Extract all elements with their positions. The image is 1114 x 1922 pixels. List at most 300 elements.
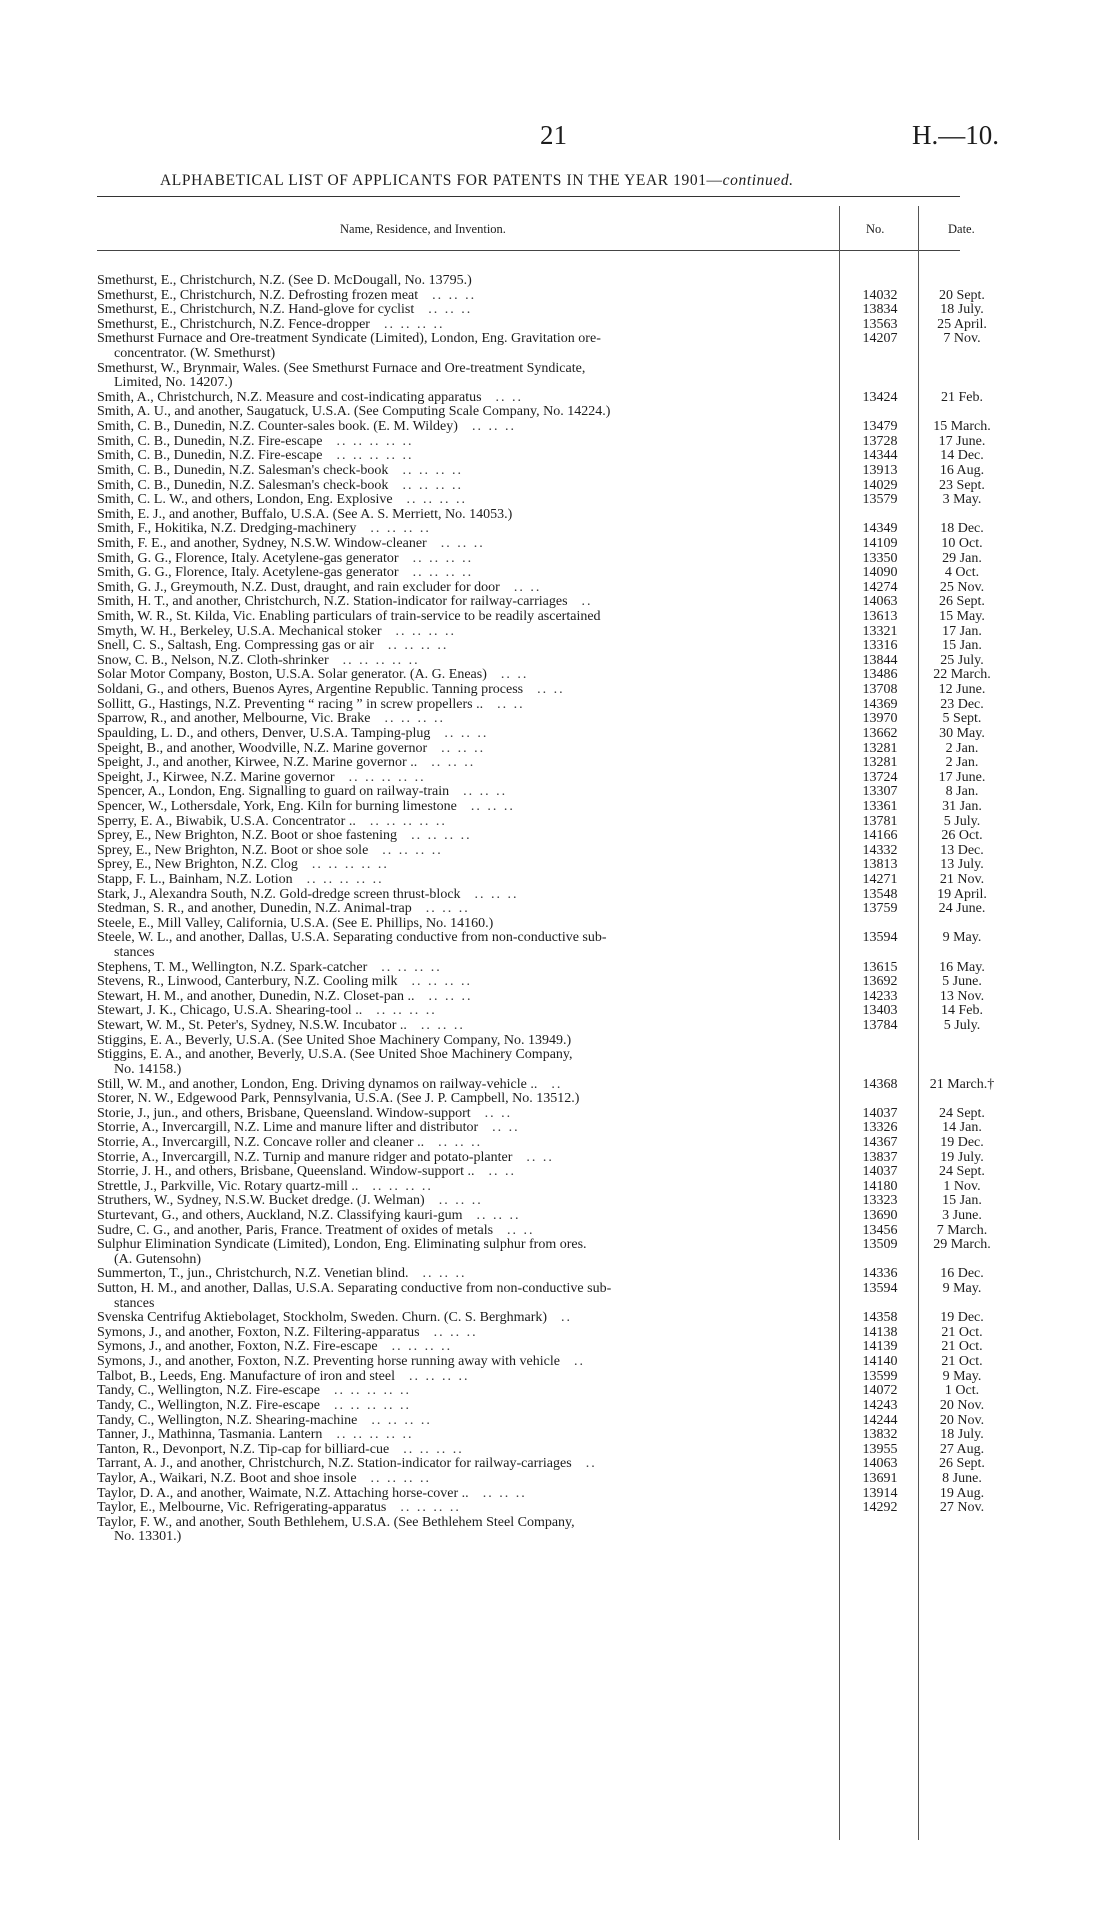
list-item [0,785,1114,800]
entry-text [97,1487,839,1502]
entry-description: Sprey, E., New Brighton, N.Z. Boot or shoe sole [97,843,369,858]
list-item [0,771,1114,786]
entry-text [97,435,839,450]
entry-text [97,712,839,727]
application-date: 10 Oct. [941,535,983,551]
list-item [0,391,1114,406]
application-date: 16 May. [939,959,985,975]
entry-description: Sollitt, G., Hastings, N.Z. Preventing “ racing ” in screw propellers .. [97,697,484,712]
entry-description: stances [114,946,155,961]
application-date: 27 Nov. [939,1500,985,1516]
entry-text [97,537,839,552]
entry-description: concentrator. (W. Smethurst) [114,347,276,362]
entry-text [97,771,839,786]
list-item [0,376,1114,391]
application-date: 5 July. [943,1018,981,1034]
patent-number: 13844 [862,652,898,668]
entry-description: Sprey, E., New Brighton, N.Z. Clog [97,858,298,873]
entry-description: Stiggins, E. A., and another, Beverly, U.S.A. (See United Shoe Machinery Company, [97,1048,573,1063]
patent-number: 14138 [862,1324,898,1340]
patent-number: 14180 [862,1178,898,1194]
page-title [160,172,794,190]
entry-description: Sprey, E., New Brighton, N.Z. Boot or shoe fastening [97,829,398,844]
application-date: 9 May. [942,1368,982,1384]
entry-text [97,1472,839,1487]
application-date: 14 Jan. [942,1120,982,1136]
patent-number: 13323 [862,1193,898,1209]
list-item [0,1487,1114,1502]
dot-leaders: .. .. .. .. .. [311,858,389,873]
list-item [0,274,1114,289]
list-item [0,990,1114,1005]
dot-leaders: .. .. .. .. [411,829,472,844]
entry-description: Stevens, R., Linwood, Canterbury, N.Z. Cooling milk [97,975,398,990]
patent-number: 13479 [862,419,898,435]
entry-description: Smethurst, E., Christchurch, N.Z. Defrosting frozen meat [97,288,419,303]
entry-description: Symons, J., and another, Foxton, N.Z. Preventing horse running away with vehicle [97,1355,560,1370]
entry-description: Spencer, A., London, Eng. Signalling to guard on railway-train [97,785,450,800]
application-date: 1 Nov. [943,1178,981,1194]
application-date: 20 Nov. [939,1397,985,1413]
list-item [0,800,1114,815]
entry-text [97,917,839,932]
list-item [0,1311,1114,1326]
entry-description: Sparrow, R., and another, Melbourne, Vic. Brake [97,712,371,727]
application-date: 15 May. [939,609,985,625]
list-item [0,1224,1114,1239]
entry-text [114,1253,856,1268]
application-date: 13 Dec. [940,842,984,858]
dot-leaders: .. .. .. .. [403,1442,464,1457]
application-date: 25 April. [937,316,987,332]
application-date: 27 Aug. [939,1441,985,1457]
list-item [0,1063,1114,1078]
list-item [0,1238,1114,1253]
patent-number: 13326 [862,1120,898,1136]
list-item [0,595,1114,610]
entry-description: Taylor, E., Melbourne, Vic. Refrigerating-apparatus [97,1501,387,1516]
entry-text [97,1194,839,1209]
list-item [0,464,1114,479]
patent-number: 14029 [862,477,898,493]
application-date: 18 July. [940,1427,984,1443]
list-item [0,931,1114,946]
application-date: 24 Sept. [939,1164,985,1180]
dot-leaders: .. .. [500,668,529,683]
dot-leaders: .. .. .. .. [384,712,445,727]
list-item [0,1253,1114,1268]
entry-description: Spencer, W., Lothersdale, York, Eng. Kiln for burning limestone [97,799,457,814]
entry-description: Stewart, J. K., Chicago, U.S.A. Shearing-tool .. [97,1004,363,1019]
application-date: 23 Dec. [940,696,984,712]
application-date: 24 June. [938,901,986,917]
entry-description: Storrie, A., Invercargill, N.Z. Turnip and manure ridger and potato-planter [97,1150,513,1165]
list-item [0,1472,1114,1487]
application-date: 19 Dec. [940,1134,984,1150]
application-date: 16 Aug. [939,462,985,478]
dot-leaders: .. [573,1355,585,1370]
list-item [0,1048,1114,1063]
application-date: 21 March.† [929,1076,995,1092]
application-date: 30 May. [939,725,985,741]
application-date: 23 Sept. [939,477,985,493]
application-date: 8 Jan. [945,784,979,800]
dot-leaders: .. .. .. .. .. [336,434,414,449]
list-item [0,537,1114,552]
entry-text [97,654,839,669]
application-date: 14 Feb. [941,1003,983,1019]
entry-text [97,800,839,815]
list-item [0,303,1114,318]
dot-leaders: .. .. .. .. [370,1471,432,1486]
application-date: 29 Jan. [942,550,982,566]
entry-text [97,1121,839,1136]
entry-description: No. 14158.) [114,1062,182,1077]
patent-number: 13724 [862,769,898,785]
application-date: 9 May. [942,1281,982,1297]
patent-number: 14037 [862,1164,898,1180]
entry-description: Smith, C. B., Dunedin, N.Z. Salesman's check-book [97,478,389,493]
list-item [0,1530,1114,1545]
patent-number: 13691 [862,1470,898,1486]
patent-number: 13690 [862,1208,898,1223]
entry-text [97,1355,839,1370]
entry-description: Snow, C. B., Nelson, N.Z. Cloth-shrinker [97,653,329,668]
dot-leaders: .. .. .. .. [406,493,468,508]
dot-leaders: .. .. .. [438,1135,483,1150]
dot-leaders: .. .. .. .. [383,317,445,332]
column-header-name: Name, Residence, and Invention. [340,222,506,236]
application-date: 17 June. [938,433,986,449]
application-date: 5 July. [943,813,981,829]
entry-text [97,990,839,1005]
application-date: 21 Oct. [941,1324,983,1340]
application-date: 17 Jan. [942,623,982,639]
patent-number: 13834 [862,302,898,318]
entry-text [97,552,839,567]
entry-text [97,1019,839,1034]
dot-leaders: .. [585,1457,597,1472]
entry-description: Smith, C. B., Dunedin, N.Z. Counter-sales book. (E. M. Wildey) [97,420,458,435]
dot-leaders: .. .. .. [440,536,485,551]
list-item [0,698,1114,713]
patent-number: 14344 [862,448,898,464]
patent-number: 13579 [862,492,898,508]
list-item [0,1034,1114,1049]
dot-leaders: .. .. .. .. [412,566,474,581]
patent-number: 13662 [862,725,898,741]
list-item [0,522,1114,537]
dot-leaders: .. .. .. [428,303,473,318]
entry-description: Stapp, F. L., Bainham, N.Z. Lotion [97,872,293,887]
patent-number: 13599 [862,1368,898,1384]
patent-number: 14369 [862,696,898,712]
dot-leaders: .. .. .. [471,420,516,435]
patent-number: 13563 [862,316,898,332]
patent-number: 13321 [862,623,898,639]
list-item [0,742,1114,757]
patent-number: 14109 [862,535,898,551]
application-date: 5 June. [942,974,982,990]
entry-description: Smith, C. B., Dunedin, N.Z. Salesman's check-book [97,463,389,478]
dot-leaders: .. .. .. .. [387,639,449,654]
dot-leaders: .. .. .. [482,1486,527,1501]
entry-text [97,1326,839,1341]
patent-number: 13955 [862,1441,898,1457]
application-date: 1 Oct. [944,1383,980,1399]
dot-leaders: .. .. .. [438,1194,483,1209]
list-item [0,727,1114,742]
patent-number: 14072 [862,1383,898,1399]
patent-number: 14090 [862,565,898,581]
column-header-no: No. [866,222,885,236]
list-item [0,1457,1114,1472]
patent-number: 13509 [862,1237,898,1253]
entry-text [97,420,839,435]
application-date: 26 Sept. [939,594,985,610]
entry-description: Storie, J., jun., and others, Brisbane, Queensland. Window-support [97,1106,471,1121]
application-date: 19 July. [940,1149,984,1165]
dot-leaders: .. .. .. .. .. [336,1428,414,1443]
dot-leaders: .. .. [507,1223,535,1238]
patent-number: 14244 [862,1412,898,1428]
entry-text [97,698,839,713]
dot-leaders: .. .. [537,683,565,698]
list-item [0,639,1114,654]
entry-description: Stiggins, E. A., Beverly, U.S.A. (See United Shoe Machinery Company, No. 13949.) [97,1033,572,1048]
application-date: 26 Sept. [939,1456,985,1472]
entry-text [97,464,839,479]
application-date: 21 Oct. [941,1354,983,1370]
entry-text [97,581,839,596]
list-item [0,318,1114,333]
application-date: 26 Oct. [941,828,983,844]
dot-leaders: .. .. .. [420,1019,465,1034]
column-header-date: Date. [948,222,975,236]
entry-text [114,1530,856,1545]
dot-leaders: .. .. .. .. .. [334,1384,412,1399]
entry-description: Storrie, J. H., and others, Brisbane, Queensland. Window-support .. [97,1165,475,1180]
entry-text [97,391,839,406]
list-item [0,1370,1114,1385]
dot-leaders: .. .. .. .. [381,960,442,975]
patent-number: 14271 [862,871,898,887]
list-item [0,479,1114,494]
entry-description: Tandy, C., Wellington, N.Z. Shearing-machine [97,1413,358,1428]
entry-text [97,975,839,990]
dot-leaders: .. .. .. .. [370,522,431,537]
entry-text [97,785,839,800]
application-date: 5 Sept. [942,711,982,727]
page-title-continued: continued. [722,172,794,189]
list-item [0,1194,1114,1209]
entry-text [97,1180,839,1195]
list-item [0,1209,1114,1224]
list-item [0,1399,1114,1414]
entry-description: Speight, J., and another, Kirwee, N.Z. Marine governor .. [97,756,418,771]
entry-text [97,1311,839,1326]
application-date: 7 Nov. [943,331,981,347]
list-item [0,1121,1114,1136]
list-item [0,625,1114,640]
application-date: 9 May. [942,930,982,946]
entry-text [97,756,839,771]
application-date: 16 Dec. [940,1266,984,1282]
dot-leaders: .. .. .. .. [382,843,443,858]
entry-text [97,1224,839,1239]
dot-leaders: .. .. .. .. .. [342,653,420,668]
entry-text [97,829,839,844]
entry-description: Smethurst Furnace and Ore-treatment Syndicate (Limited), London, Eng. Gravitation ore- [97,332,601,347]
application-date: 4 Oct. [944,565,980,581]
entry-text [97,858,839,873]
entry-description: Smith, E. J., and another, Buffalo, U.S.A. (See A. S. Merriett, No. 14053.) [97,507,513,522]
entry-description: Talbot, B., Leeds, Eng. Manufacture of iron and steel [97,1369,395,1384]
dot-leaders: .. .. .. [476,1209,521,1223]
entry-text [97,1399,839,1414]
application-date: 8 June. [942,1470,982,1486]
list-item [0,289,1114,304]
entry-text [97,479,839,494]
patent-number: 14037 [862,1105,898,1121]
entry-description: Smethurst, E., Christchurch, N.Z. Fence-dropper [97,317,370,332]
entry-text [97,1238,839,1253]
patent-number: 13456 [862,1222,898,1238]
entry-text [97,1414,839,1429]
dot-leaders: .. .. .. .. [402,478,463,493]
dot-leaders: .. .. [495,390,524,405]
patent-number: 13692 [862,974,898,990]
patent-number: 13914 [862,1485,898,1501]
entry-description: Stedman, S. R., and another, Dunedin, N.Z. Animal-trap [97,902,412,917]
patent-number: 14063 [862,1456,898,1472]
list-item [0,844,1114,859]
dot-leaders: .. .. .. .. [412,551,474,566]
list-item [0,654,1114,669]
entry-text [97,888,839,903]
entry-description: Taylor, F. W., and another, South Bethlehem, U.S.A. (See Bethlehem Steel Company, [97,1515,575,1530]
list-item [0,961,1114,976]
entry-text [97,274,839,289]
list-item [0,1297,1114,1312]
entry-text [97,318,839,333]
entry-description: Smith, W. R., St. Kilda, Vic. Enabling particulars of train-service to be readily ascertained [97,610,601,625]
application-date: 15 Jan. [942,638,982,654]
dot-leaders: .. .. [526,1150,554,1165]
patent-number: 13594 [862,930,898,946]
patent-number: 13781 [862,813,898,829]
list-item [0,1355,1114,1370]
dot-leaders: .. .. .. .. [409,1369,470,1384]
patent-number: 14367 [862,1134,898,1150]
application-date: 20 Nov. [939,1412,985,1428]
dot-leaders: .. .. .. .. .. [334,1398,412,1413]
list-item [0,508,1114,523]
list-item [0,552,1114,567]
patent-number: 14233 [862,988,898,1004]
patent-number: 14207 [862,331,898,347]
dot-leaders: .. .. .. .. [395,624,456,639]
dot-leaders: .. .. .. [444,726,489,741]
dot-leaders: .. .. [513,580,542,595]
application-date: 12 June. [938,682,986,698]
entry-text [97,493,839,508]
application-date: 15 Jan. [942,1193,982,1209]
entry-description: Speight, J., Kirwee, N.Z. Marine governor [97,770,335,785]
list-item [0,1267,1114,1282]
entry-description: Solar Motor Company, Boston, U.S.A. Solar generator. (A. G. Eneas) [97,668,487,683]
patent-number: 13813 [862,857,898,873]
entry-text [97,1107,839,1122]
entry-text [97,1516,839,1531]
patent-number: 14166 [862,828,898,844]
list-item [0,610,1114,625]
entry-description: Sulphur Elimination Syndicate (Limited), London, Eng. Eliminating sulphur from ores. [97,1238,587,1253]
entry-description: Storer, N. W., Edgewood Park, Pennsylvania, U.S.A. (See J. P. Campbell, No. 13512.) [97,1092,580,1107]
entry-text [97,362,839,377]
series-reference: H.—10. [912,120,999,150]
patent-number: 14140 [862,1354,898,1370]
entry-description: No. 13301.) [114,1530,182,1545]
list-item [0,1443,1114,1458]
entry-description: Sutton, H. M., and another, Dallas, U.S.A. Separating conductive from non-conductive sub- [97,1282,612,1297]
list-item [0,946,1114,961]
list-item [0,449,1114,464]
list-item [0,829,1114,844]
list-item [0,1078,1114,1093]
list-item [0,1180,1114,1195]
entry-description: Smethurst, W., Brynmair, Wales. (See Smethurst Furnace and Ore-treatment Syndicate, [97,361,586,376]
application-date: 21 Feb. [941,389,983,405]
list-item [0,917,1114,932]
dot-leaders: .. .. .. [432,288,477,303]
entry-text [97,508,839,523]
dot-leaders: .. [561,1311,573,1326]
list-item [0,435,1114,450]
header-rule [97,250,960,251]
list-item [0,1004,1114,1019]
entry-description: stances [114,1296,155,1311]
entry-description: Sturtevant, G., and others, Auckland, N.Z. Classifying kauri-gum [97,1209,463,1223]
list-item [0,1326,1114,1341]
list-item [0,1516,1114,1531]
list-item [0,1107,1114,1122]
application-date: 20 Sept. [939,287,985,303]
application-date: 25 Nov. [939,579,985,595]
entry-description: Smith, F., Hokitika, N.Z. Dredging-machinery [97,522,357,537]
entry-description: Speight, B., and another, Woodville, N.Z. Marine governor [97,741,428,756]
patent-number: 13728 [862,433,898,449]
entry-description: Storrie, A., Invercargill, N.Z. Lime and manure lifter and distributor [97,1121,479,1136]
application-date: 19 April. [937,886,987,902]
entry-description: Strettle, J., Parkville, Vic. Rotary quartz-mill .. [97,1179,359,1194]
entry-text [97,1501,839,1516]
entry-text [97,1282,839,1297]
entry-description: Tanton, R., Devonport, N.Z. Tip-cap for billiard-cue [97,1442,390,1457]
dot-leaders: .. .. .. .. [391,1340,453,1355]
dot-leaders: .. .. .. .. .. [348,770,426,785]
dot-leaders: .. .. .. .. [372,1179,433,1194]
list-item [0,756,1114,771]
list-item [0,405,1114,420]
application-date: 24 Sept. [939,1105,985,1121]
dot-leaders: .. .. .. [428,989,473,1004]
patent-number: 14292 [862,1500,898,1516]
application-date: 31 Jan. [942,798,982,814]
entry-text [97,566,839,581]
entry-description: Taylor, D. A., and another, Waimate, N.Z. Attaching horse-cover .. [97,1486,469,1501]
entry-description: Still, W. M., and another, London, Eng. Driving dynamos on railway-vehicle .. [97,1077,538,1092]
